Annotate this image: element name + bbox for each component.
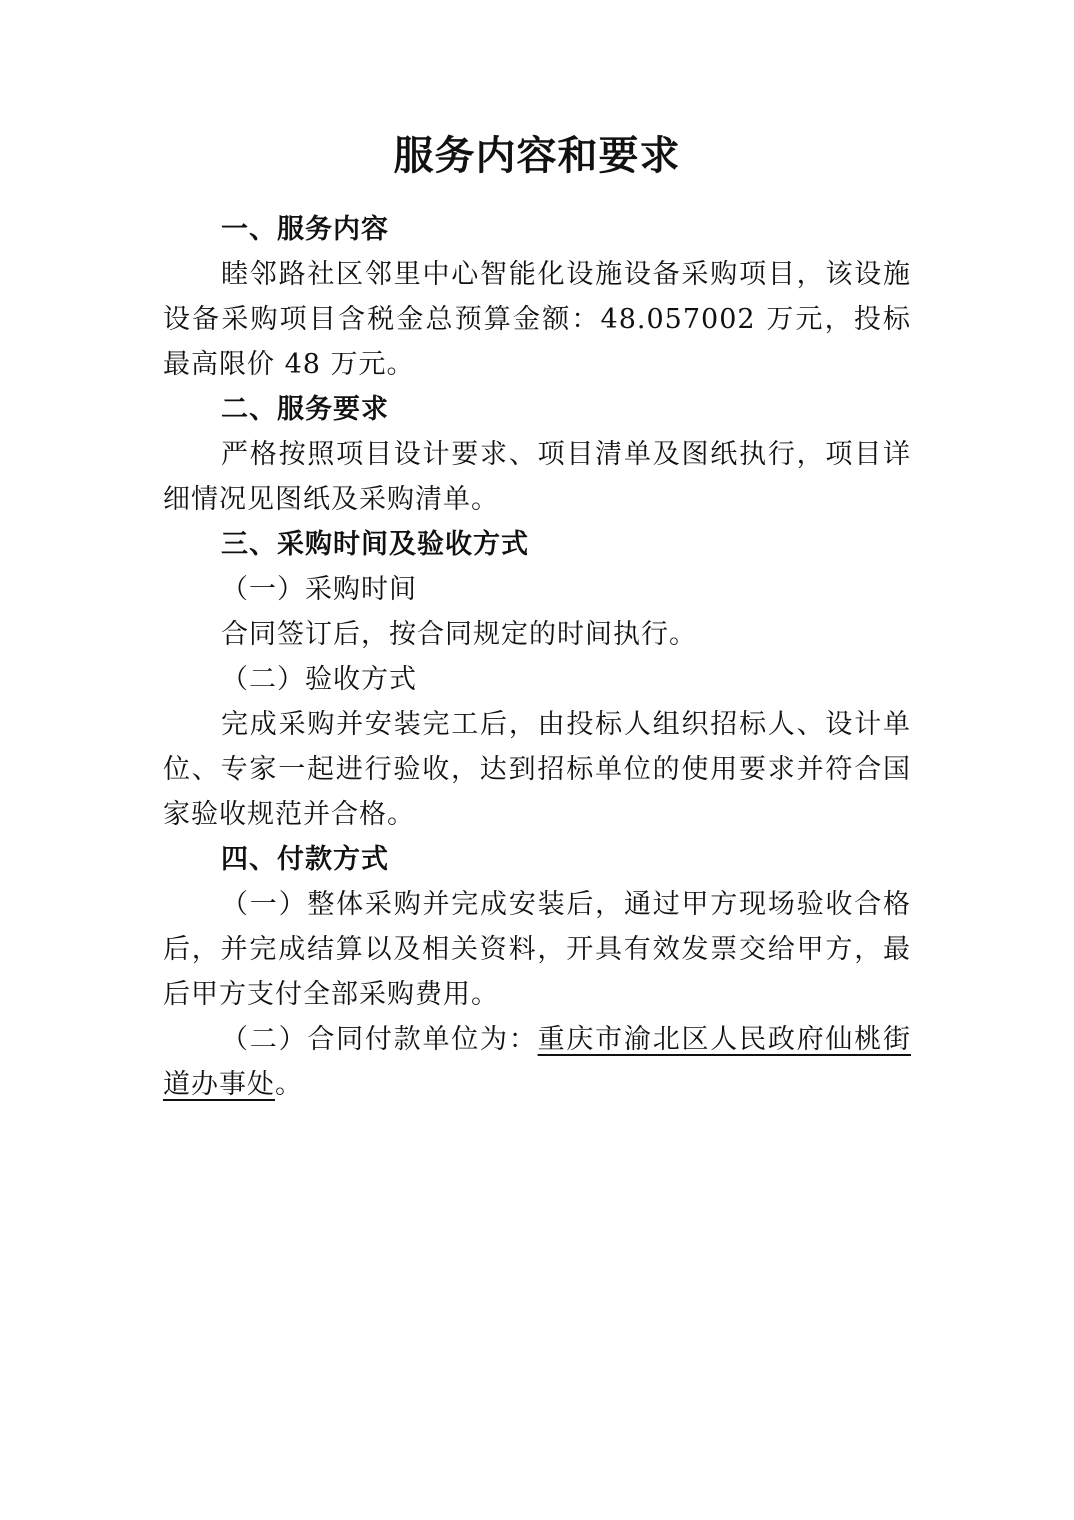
subheading-acceptance-method: （二）验收方式 <box>221 664 417 695</box>
section-heading-service-content: 一、服务内容 <box>221 214 389 245</box>
payment-item-2-prefix: （二）合同付款单位为： <box>221 1024 538 1055</box>
document-body <box>163 207 911 1107</box>
section-heading-payment-method: 四、付款方式 <box>221 844 389 875</box>
section-heading-service-requirements: 二、服务要求 <box>221 394 389 425</box>
paragraph-payment-item-1: （一）整体采购并完成安装后，通过甲方现场验收合格后，并完成结算以及相关资料，开具有效发票交给甲方，最后甲方支付全部采购费用。 <box>163 889 911 1010</box>
payment-item-2-suffix: 。 <box>275 1069 303 1100</box>
page-title: 服务内容和要求 <box>393 132 681 179</box>
paragraph-service-content: 睦邻路社区邻里中心智能化设施设备采购项目，该设施设备采购项目含税金总预算金额：48.057002 万元，投标最高限价 48 万元。 <box>163 259 911 380</box>
payer-unit-name: 重庆市渝北区人民政府仙桃街道办事处 <box>163 1024 912 1100</box>
section-heading-procurement-acceptance: 三、采购时间及验收方式 <box>221 529 529 560</box>
subheading-procurement-time: （一）采购时间 <box>221 574 417 605</box>
paragraph-acceptance-method: 完成采购并安装完工后，由投标人组织招标人、设计单位、专家一起进行验收，达到招标单位的使用要求并符合国家验收规范并合格。 <box>163 709 911 830</box>
paragraph-procurement-time: 合同签订后，按合同规定的时间执行。 <box>221 619 697 650</box>
paragraph-payment-item-2 <box>163 1017 911 1107</box>
paragraph-service-requirements: 严格按照项目设计要求、项目清单及图纸执行，项目详细情况见图纸及采购清单。 <box>163 439 911 515</box>
